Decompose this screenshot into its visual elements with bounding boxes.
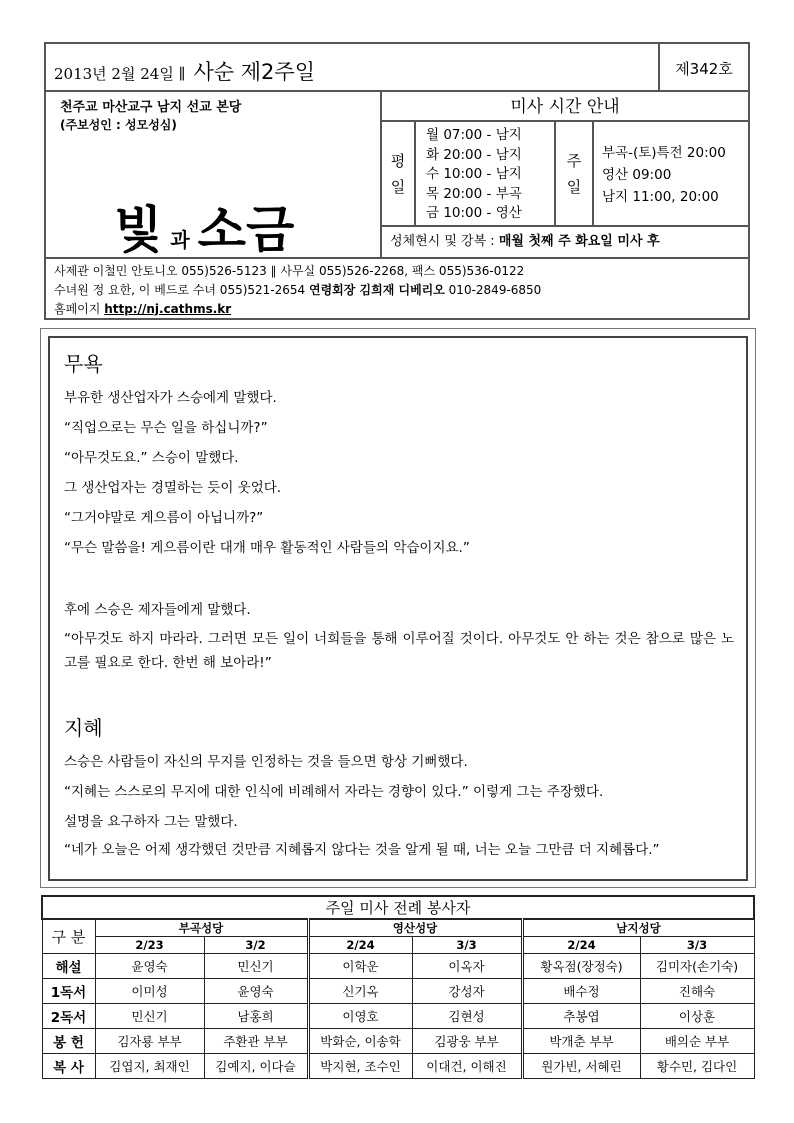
- contact-line-3: [54, 300, 740, 319]
- table-cell: 김미자(손기숙): [640, 954, 754, 979]
- parish-name: 천주교 마산교구 남지 선교 본당: [60, 100, 242, 115]
- date-header: 2/24: [308, 937, 412, 954]
- table-cell: 민신기: [95, 1004, 204, 1029]
- article-paragraph: “지혜는 스스로의 무지에 대한 인식에 비례해서 자라는 경향이 있다.” 이렇게 그는 주장했다.: [64, 784, 604, 800]
- article-paragraph: “아무것도요.” 스승이 말했다.: [64, 450, 239, 466]
- weekday-label: [382, 148, 414, 200]
- adoration-notice: [382, 225, 748, 257]
- table-cell: 박지현, 조수인: [308, 1054, 412, 1079]
- table-cell: 민신기: [204, 954, 308, 979]
- row-label: 1독서: [42, 979, 95, 1004]
- article-paragraph: 그 생산업자는 경멸하는 듯이 웃었다.: [64, 480, 282, 496]
- section-title-desirelessness: 무욕: [64, 352, 103, 376]
- table-cell: 황수민, 김다인: [640, 1054, 754, 1079]
- table-cell: 신기옥: [308, 979, 412, 1004]
- table-cell: 김광웅 부부: [412, 1029, 522, 1054]
- table-cell: 주환관 부부: [204, 1029, 308, 1054]
- table-cell: 배의순 부부: [640, 1029, 754, 1054]
- article-paragraph: 설명을 요구하자 그는 말했다.: [64, 814, 238, 830]
- table-cell: 진해숙: [640, 979, 754, 1004]
- article-paragraph: “네가 오늘은 어제 생각했던 것만큼 지혜롭지 않다는 것을 알게 될 때, 너는 오늘 그만큼 더 지혜롭다.”: [64, 842, 660, 858]
- date-header: 3/2: [204, 937, 308, 954]
- date-header: 3/3: [640, 937, 754, 954]
- table-cell: 이학운: [308, 954, 412, 979]
- date-text: 2013년 2월 24일 ∥: [54, 65, 186, 83]
- table-cell: 윤영숙: [95, 954, 204, 979]
- table-cell: 이옥자: [412, 954, 522, 979]
- weekday-label-cell: [382, 122, 416, 225]
- masthead: [46, 92, 382, 257]
- article-paragraph: “무슨 말씀을! 게으름이란 대개 매우 활동적인 사람들의 악습이지요.”: [64, 540, 470, 556]
- title-light: 빛: [114, 201, 163, 259]
- sunday-label-cell: [554, 122, 594, 225]
- patron-saint: (주보성인 : 성모성심): [60, 118, 177, 132]
- homepage-link[interactable]: http://nj.cathms.kr: [104, 302, 232, 316]
- date-header: 2/24: [522, 937, 640, 954]
- weekday-mass-item: 수 10:00 - 남지: [426, 166, 522, 182]
- article-paragraph: “아무것도 하지 마라라. 그러면 모든 일이 너희들을 통해 이루어질 것이다. 아무것도 안 하는 것은 참으로 많은 노고를 필요로 한다. 한번 해 보아라!”: [64, 631, 734, 671]
- sunday-mass-item: 영산 09:00: [602, 167, 672, 183]
- article-paragraph: “그거야말로 게으름이 아닙니까?”: [64, 510, 264, 526]
- table-cell: 배수정: [522, 979, 640, 1004]
- weekday-mass-item: 월 07:00 - 남지: [426, 127, 522, 143]
- servers-table-wrap: [41, 895, 755, 1079]
- funeral-chair-phone: 010-2849-6850: [444, 283, 542, 297]
- table-cell: 이미성: [95, 979, 204, 1004]
- issue-number-box: [658, 44, 748, 92]
- issue-number: 제342호: [675, 60, 733, 78]
- homepage-label: 홈페이지: [54, 302, 105, 316]
- section-title-wisdom: 지혜: [64, 716, 103, 740]
- adoration-value: 매월 첫째 주 화요일 미사 후: [498, 234, 660, 249]
- table-cell: 추봉엽: [522, 1004, 640, 1029]
- table-row: [42, 954, 754, 979]
- table-corner: 구 분: [42, 919, 95, 954]
- table-cell: 황옥점(장정숙): [522, 954, 640, 979]
- table-cell: 이영호: [308, 1004, 412, 1029]
- table-cell: 김예지, 이다슬: [204, 1054, 308, 1079]
- weekday-mass-item: 금 10:00 - 영산: [426, 205, 522, 221]
- bulletin-title: [114, 190, 294, 262]
- article-paragraph: 부유한 생산업자가 스승에게 말했다.: [64, 390, 277, 406]
- table-cell: 남홍희: [204, 1004, 308, 1029]
- table-row: [42, 1054, 754, 1079]
- row-label: 해설: [42, 954, 95, 979]
- table-cell: 김엽지, 최재인: [95, 1054, 204, 1079]
- mass-times-title: 미사 시간 안내: [382, 92, 748, 122]
- sunday-mass-list: [602, 142, 726, 208]
- row-label: 2독서: [42, 1004, 95, 1029]
- table-cell: 이상훈: [640, 1004, 754, 1029]
- convent-contact: 수녀원 정 요한, 이 베드로 수녀 055)521-2654: [54, 283, 309, 297]
- table-cell: 박화순, 이송학: [308, 1029, 412, 1054]
- date-header: 3/3: [412, 937, 522, 954]
- sunday-label: [556, 148, 592, 200]
- church-header: 남지성당: [522, 919, 754, 937]
- table-cell: 김현성: [412, 1004, 522, 1029]
- funeral-chair: 연령회장 김희재 디베리오: [308, 283, 445, 297]
- table-row: [42, 979, 754, 1004]
- table-cell: 김자룡 부부: [95, 1029, 204, 1054]
- issue-date: [54, 56, 315, 86]
- church-header: 영산성당: [308, 919, 522, 937]
- table-cell: 박개춘 부부: [522, 1029, 640, 1054]
- article-paragraph: 후에 스승은 제자들에게 말했다.: [64, 602, 251, 618]
- table-cell: 이대건, 이해진: [412, 1054, 522, 1079]
- weekday-label-text: 평 일: [390, 152, 406, 196]
- table-cell: 원가빈, 서혜린: [522, 1054, 640, 1079]
- contact-line-2: [54, 281, 740, 300]
- weekday-mass-list: [426, 126, 522, 224]
- table-cell: 윤영숙: [204, 979, 308, 1004]
- row-label: 복 사: [42, 1054, 95, 1079]
- article-box: [48, 336, 748, 881]
- table-row: [42, 1029, 754, 1054]
- bulletin-header: [44, 42, 750, 320]
- table-cell: 강성자: [412, 979, 522, 1004]
- date-header: 2/23: [95, 937, 204, 954]
- servers-table: [41, 895, 755, 1079]
- sunday-label-text: 주 일: [566, 152, 582, 196]
- sunday-mass-item: 부곡-(토)특전 20:00: [602, 145, 726, 161]
- adoration-label: 성체현시 및 강복 :: [390, 234, 499, 249]
- weekday-mass-item: 화 20:00 - 남지: [426, 146, 522, 163]
- church-header: 부곡성당: [95, 919, 308, 937]
- article-paragraph: “직업으로는 무슨 일을 하십니까?”: [64, 420, 268, 436]
- liturgical-season: 사순 제2주일: [193, 60, 315, 84]
- contact-info: [46, 257, 748, 318]
- contact-line-1: 사제관 이철민 안토니오 055)526-5123 ∥ 사무실 055)526-2268, 팩스 055)536-0122: [54, 264, 525, 278]
- title-and: 과: [170, 228, 190, 252]
- row-label: 봉 헌: [42, 1029, 95, 1054]
- weekday-mass-item: 목 20:00 - 부곡: [426, 185, 522, 202]
- article-paragraph: 스승은 사람들이 자신의 무지를 인정하는 것을 들으면 항상 기뻐했다.: [64, 754, 468, 770]
- title-salt: 소금: [197, 201, 295, 259]
- header-top-row: [46, 44, 748, 92]
- sunday-mass-item: 남지 11:00, 20:00: [602, 189, 719, 205]
- table-title: 주일 미사 전례 봉사자: [42, 896, 754, 919]
- table-row: [42, 1004, 754, 1029]
